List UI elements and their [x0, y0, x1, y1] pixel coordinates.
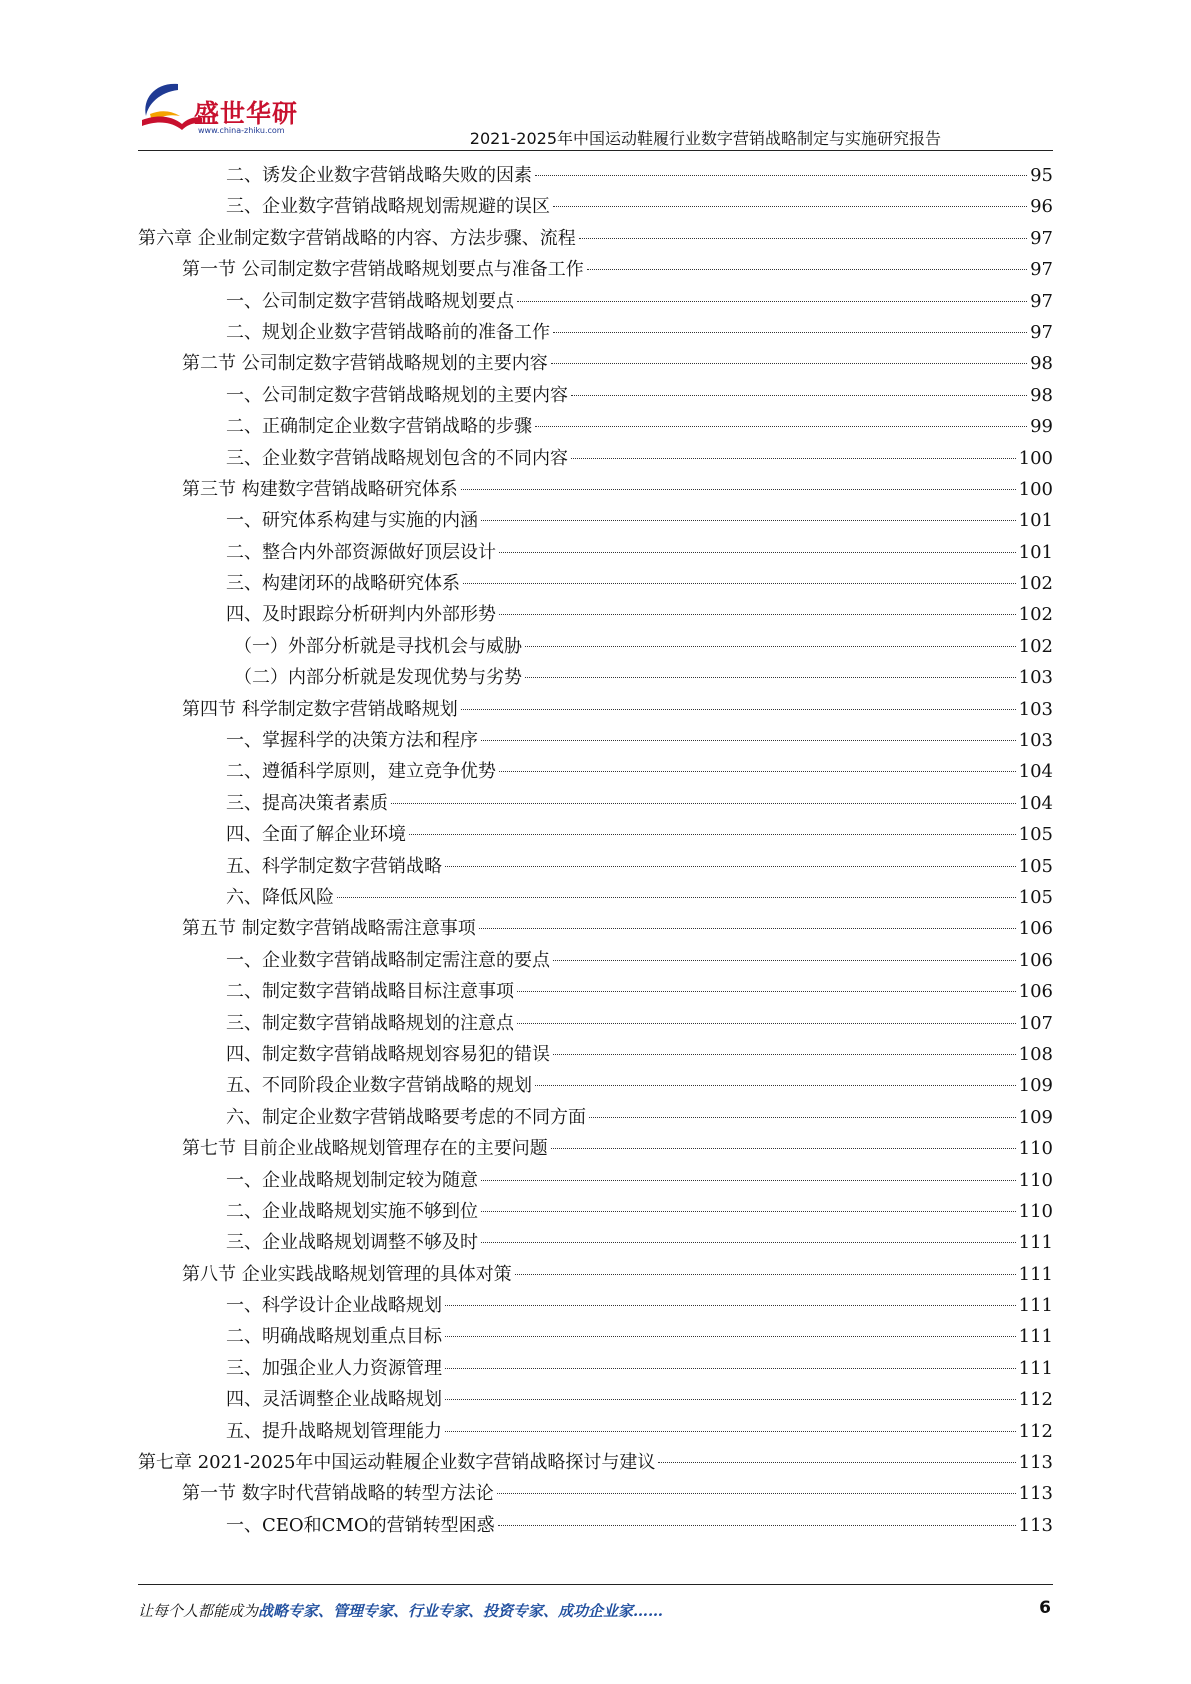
toc-entry-title: 第三节 构建数字营销战略研究体系 — [182, 478, 458, 500]
toc-entry-title: （一）外部分析就是寻找机会与威胁 — [234, 635, 522, 657]
toc-entry-title: 三、制定数字营销战略规划的注意点 — [226, 1012, 514, 1034]
toc-leader-dots — [535, 426, 1027, 427]
toc-entry[interactable] — [138, 348, 1053, 379]
toc-leader-dots — [553, 206, 1027, 207]
toc-leader-dots — [525, 677, 1016, 678]
toc-entry[interactable] — [138, 1008, 1053, 1039]
toc-entry[interactable] — [138, 1510, 1053, 1541]
toc-entry[interactable] — [138, 1196, 1053, 1227]
toc-leader-dots — [553, 332, 1027, 333]
toc-entry-title: 二、制定数字营销战略目标注意事项 — [226, 981, 514, 1003]
page-header — [0, 0, 1191, 150]
toc-entry-page: 110 — [1018, 1169, 1053, 1191]
toc-leader-dots — [525, 646, 1016, 647]
toc-entry[interactable] — [138, 1447, 1053, 1478]
page-number: 6 — [1039, 1598, 1051, 1618]
toc-entry-title: 五、科学制定数字营销战略 — [226, 855, 442, 877]
toc-entry[interactable] — [138, 756, 1053, 787]
toc-leader-dots — [517, 991, 1016, 992]
toc-entry-page: 103 — [1018, 698, 1053, 720]
toc-entry-page: 102 — [1018, 635, 1053, 657]
toc-entry-page: 111 — [1018, 1232, 1053, 1254]
toc-entry-page: 96 — [1030, 196, 1053, 218]
toc-entry-title: （二）内部分析就是发现优势与劣势 — [234, 667, 522, 689]
toc-entry[interactable] — [138, 1290, 1053, 1321]
toc-entry-title: 一、企业战略规划制定较为随意 — [226, 1169, 478, 1191]
toc-entry-title: 三、提高决策者素质 — [226, 792, 388, 814]
toc-leader-dots — [579, 238, 1027, 239]
toc-leader-dots — [571, 395, 1027, 396]
toc-entry[interactable] — [138, 1416, 1053, 1447]
toc-leader-dots — [445, 866, 1016, 867]
toc-entry[interactable] — [138, 160, 1053, 191]
toc-entry-title: 第一节 数字时代营销战略的转型方法论 — [182, 1483, 494, 1505]
toc-entry[interactable] — [138, 411, 1053, 442]
toc-entry-page: 97 — [1030, 259, 1053, 281]
toc-entry[interactable] — [138, 976, 1053, 1007]
toc-entry-title: 三、企业数字营销战略规划包含的不同内容 — [226, 447, 568, 469]
toc-entry-page: 109 — [1018, 1075, 1053, 1097]
toc-entry[interactable] — [138, 223, 1053, 254]
toc-entry-title: 三、加强企业人力资源管理 — [226, 1357, 442, 1379]
toc-entry[interactable] — [138, 537, 1053, 568]
toc-leader-dots — [535, 1085, 1016, 1086]
toc-entry-title: 三、企业战略规划调整不够及时 — [226, 1232, 478, 1254]
toc-leader-dots — [445, 1431, 1016, 1432]
toc-entry-page: 100 — [1018, 447, 1053, 469]
toc-entry[interactable] — [138, 1321, 1053, 1352]
toc-entry-title: 二、诱发企业数字营销战略失败的因素 — [226, 165, 532, 186]
toc-entry-title: 第七章 2021-2025年中国运动鞋履企业数字营销战略探讨与建议 — [138, 1452, 656, 1474]
toc-entry-title: 一、公司制定数字营销战略规划要点 — [226, 290, 514, 312]
toc-entry[interactable] — [138, 474, 1053, 505]
toc-leader-dots — [445, 1336, 1016, 1337]
toc-entry-page: 106 — [1018, 918, 1053, 940]
toc-entry-title: 一、公司制定数字营销战略规划的主要内容 — [226, 384, 568, 406]
footer-divider — [138, 1584, 1053, 1585]
toc-entry-page: 106 — [1018, 949, 1053, 971]
toc-entry[interactable] — [138, 1478, 1053, 1509]
toc-entry-title: 一、企业数字营销战略制定需注意的要点 — [226, 949, 550, 971]
toc-entry[interactable] — [138, 1070, 1053, 1101]
toc-leader-dots — [535, 175, 1027, 176]
toc-entry-page: 111 — [1018, 1295, 1053, 1317]
toc-leader-dots — [499, 771, 1016, 772]
footer-slogan — [138, 1600, 663, 1621]
toc-entry[interactable] — [138, 254, 1053, 285]
toc-entry-page: 105 — [1018, 886, 1053, 908]
toc-leader-dots — [463, 583, 1016, 584]
logo-name: 盛世华研 — [194, 99, 299, 128]
toc-entry-page: 110 — [1018, 1200, 1053, 1222]
toc-entry-title: 二、遵循科学原则，建立竞争优势 — [226, 761, 496, 783]
toc-leader-dots — [445, 1368, 1016, 1369]
toc-entry[interactable] — [138, 631, 1053, 662]
toc-leader-dots — [553, 960, 1016, 961]
toc-entry-page: 110 — [1018, 1138, 1053, 1160]
toc-leader-dots — [658, 1462, 1015, 1463]
toc-leader-dots — [499, 614, 1016, 615]
toc-entry[interactable] — [138, 1102, 1053, 1133]
toc-entry-title: 一、科学设计企业战略规划 — [226, 1295, 442, 1317]
toc-entry-page: 109 — [1018, 1106, 1053, 1128]
toc-entry[interactable] — [138, 317, 1053, 348]
toc-entry[interactable] — [138, 1259, 1053, 1290]
toc-entry-title: 一、研究体系构建与实施的内涵 — [226, 510, 478, 532]
toc-leader-dots — [445, 1305, 1016, 1306]
toc-leader-dots — [481, 1211, 1016, 1212]
toc-entry[interactable] — [138, 568, 1053, 599]
toc-entry-page: 111 — [1018, 1357, 1053, 1379]
logo-url: www.china-zhiku.com — [198, 126, 285, 135]
toc-entry-page: 97 — [1030, 321, 1053, 343]
toc-entry-page: 97 — [1030, 227, 1053, 249]
toc-leader-dots — [481, 1180, 1016, 1181]
toc-entry[interactable] — [138, 662, 1053, 693]
toc-entry-title: 一、掌握科学的决策方法和程序 — [226, 730, 478, 752]
toc-entry[interactable] — [138, 819, 1053, 850]
toc-entry-title: 二、规划企业数字营销战略前的准备工作 — [226, 321, 550, 343]
toc-entry[interactable] — [138, 913, 1053, 944]
toc-entry-page: 97 — [1030, 290, 1053, 312]
toc-leader-dots — [587, 269, 1027, 270]
toc-entry-page: 113 — [1018, 1483, 1053, 1505]
toc-leader-dots — [498, 1525, 1016, 1526]
toc-entry[interactable] — [138, 1353, 1053, 1384]
toc-entry-page: 95 — [1030, 165, 1053, 186]
toc-entry-page: 103 — [1018, 730, 1053, 752]
toc-entry-title: 二、整合内外部资源做好顶层设计 — [226, 541, 496, 563]
toc-entry-page: 112 — [1018, 1389, 1053, 1411]
toc-leader-dots — [391, 803, 1016, 804]
toc-entry-title: 第一节 公司制定数字营销战略规划要点与准备工作 — [182, 259, 584, 281]
toc-entry-page: 105 — [1018, 855, 1053, 877]
company-logo — [138, 80, 318, 140]
toc-leader-dots — [517, 301, 1027, 302]
toc-entry-page: 107 — [1018, 1012, 1053, 1034]
footer-roles: 战略专家、管理专家、行业专家、投资专家、成功企业家…… — [258, 1602, 664, 1620]
toc-entry-page: 106 — [1018, 981, 1053, 1003]
toc-entry-page: 98 — [1030, 353, 1053, 375]
toc-entry-page: 108 — [1018, 1043, 1053, 1065]
toc-entry[interactable] — [138, 191, 1053, 222]
toc-entry-title: 三、企业数字营销战略规划需规避的误区 — [226, 196, 550, 218]
toc-entry[interactable] — [138, 1165, 1053, 1196]
toc-entry-page: 104 — [1018, 792, 1053, 814]
toc-leader-dots — [551, 363, 1027, 364]
toc-leader-dots — [553, 1054, 1016, 1055]
toc-entry-title: 第四节 科学制定数字营销战略规划 — [182, 698, 458, 720]
toc-leader-dots — [589, 1117, 1016, 1118]
toc-entry[interactable] — [138, 380, 1053, 411]
toc-entry-title: 第六章 企业制定数字营销战略的内容、方法步骤、流程 — [138, 227, 576, 249]
toc-entry-page: 102 — [1018, 604, 1053, 626]
toc-leader-dots — [461, 709, 1016, 710]
toc-entry-page: 113 — [1018, 1452, 1053, 1474]
toc-leader-dots — [461, 489, 1016, 490]
toc-leader-dots — [445, 1399, 1016, 1400]
toc-entry-title: 六、降低风险 — [226, 886, 334, 908]
toc-entry[interactable] — [138, 599, 1053, 630]
toc-entry-title: 第七节 目前企业战略规划管理存在的主要问题 — [182, 1138, 548, 1160]
toc-entry[interactable] — [138, 286, 1053, 317]
toc-entry-page: 105 — [1018, 824, 1053, 846]
toc-entry-page: 99 — [1030, 416, 1053, 438]
toc-leader-dots — [499, 552, 1016, 553]
toc-entry[interactable] — [138, 882, 1053, 913]
toc-entry[interactable] — [138, 725, 1053, 756]
toc-leader-dots — [481, 520, 1016, 521]
toc-entry-page: 112 — [1018, 1420, 1053, 1442]
toc-entry[interactable] — [138, 443, 1053, 474]
toc-entry-title: 二、明确战略规划重点目标 — [226, 1326, 442, 1348]
toc-leader-dots — [551, 1148, 1016, 1149]
toc-leader-dots — [479, 928, 1016, 929]
toc-leader-dots — [515, 1274, 1016, 1275]
toc-entry-page: 111 — [1018, 1263, 1053, 1285]
toc-entry[interactable] — [138, 505, 1053, 536]
report-title: 2021-2025年中国运动鞋履行业数字营销战略制定与实施研究报告 — [469, 129, 941, 148]
toc-entry-title: 四、灵活调整企业战略规划 — [226, 1389, 442, 1411]
toc-entry-title: 第二节 公司制定数字营销战略规划的主要内容 — [182, 353, 548, 375]
toc-entry-title: 五、不同阶段企业数字营销战略的规划 — [226, 1075, 532, 1097]
toc-entry-title: 五、提升战略规划管理能力 — [226, 1420, 442, 1442]
toc-entry[interactable] — [138, 1133, 1053, 1164]
toc-leader-dots — [481, 740, 1016, 741]
toc-entry-page: 101 — [1018, 510, 1053, 532]
toc-entry-title: 四、全面了解企业环境 — [226, 824, 406, 846]
toc-leader-dots — [481, 1242, 1016, 1243]
toc-entry[interactable] — [138, 1227, 1053, 1258]
toc-entry-title: 一、CEO和CMO的营销转型困惑 — [226, 1514, 495, 1536]
toc-leader-dots — [409, 834, 1016, 835]
toc-leader-dots — [497, 1493, 1016, 1494]
toc-entry-page: 113 — [1018, 1514, 1053, 1536]
toc-entry-page: 103 — [1018, 667, 1053, 689]
toc-leader-dots — [517, 1023, 1016, 1024]
toc-entry[interactable] — [138, 1039, 1053, 1070]
toc-leader-dots — [571, 458, 1016, 459]
toc-entry-page: 101 — [1018, 541, 1053, 563]
toc-entry-title: 四、制定数字营销战略规划容易犯的错误 — [226, 1043, 550, 1065]
toc-entry-page: 100 — [1018, 478, 1053, 500]
toc-entry-title: 第八节 企业实践战略规划管理的具体对策 — [182, 1263, 512, 1285]
toc-entry-title: 二、正确制定企业数字营销战略的步骤 — [226, 416, 532, 438]
toc-entry-title: 四、及时跟踪分析研判内外部形势 — [226, 604, 496, 626]
toc-entry[interactable] — [138, 788, 1053, 819]
toc-entry-title: 六、制定企业数字营销战略要考虑的不同方面 — [226, 1106, 586, 1128]
toc-entry[interactable] — [138, 851, 1053, 882]
toc-entry[interactable] — [138, 1384, 1053, 1415]
toc-entry-page: 111 — [1018, 1326, 1053, 1348]
toc-entry-page: 98 — [1030, 384, 1053, 406]
toc-leader-dots — [337, 897, 1016, 898]
toc-entry[interactable] — [138, 945, 1053, 976]
footer-prefix: 让每个人都能成为 — [138, 1602, 259, 1620]
toc-entry-title: 二、企业战略规划实施不够到位 — [226, 1200, 478, 1222]
toc-entry-page: 102 — [1018, 573, 1053, 595]
toc-entry-title: 第五节 制定数字营销战略需注意事项 — [182, 918, 476, 940]
toc-entry-title: 三、构建闭环的战略研究体系 — [226, 573, 460, 595]
table-of-contents — [138, 160, 1053, 1541]
toc-entry-page: 104 — [1018, 761, 1053, 783]
toc-entry[interactable] — [138, 694, 1053, 725]
header-divider — [138, 150, 1053, 151]
